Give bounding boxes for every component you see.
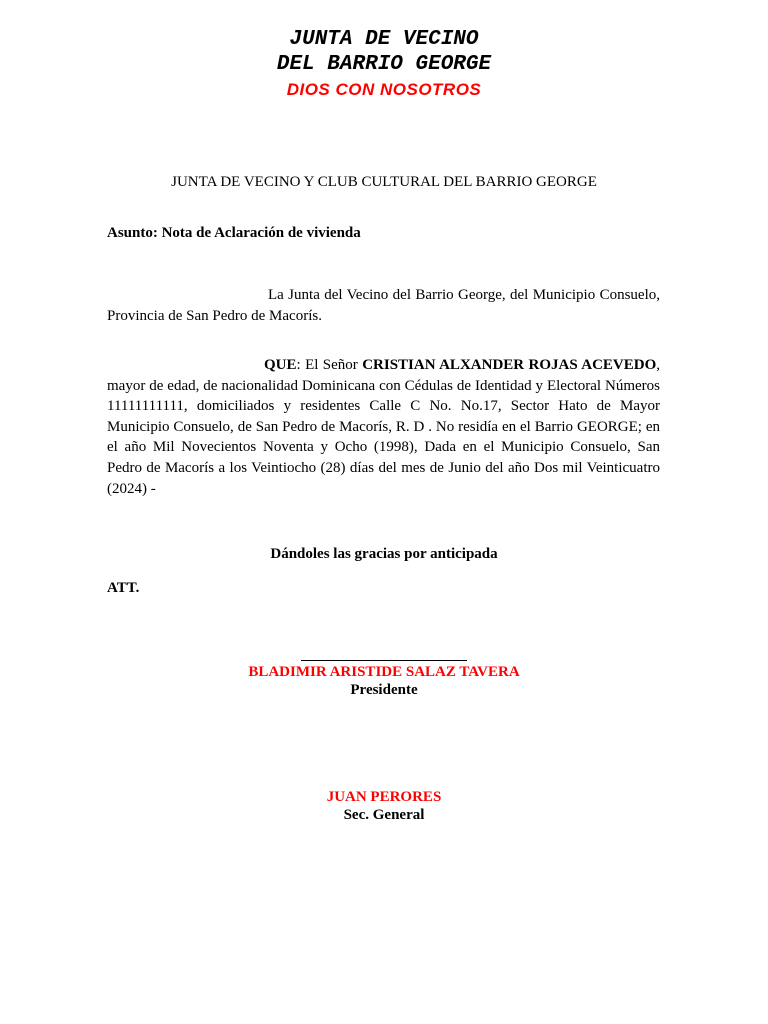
signatory-name-president: BLADIMIR ARISTIDE SALAZ TAVERA xyxy=(248,664,520,680)
body-paragraph-statement xyxy=(107,355,660,499)
organization-name: JUNTA DE VECINO Y CLUB CULTURAL DEL BARRIO GEORGE xyxy=(171,174,597,190)
statement-text-2: , mayor de edad, de nacionalidad Dominicana con Cédulas de Identidad y Electoral Números 11111111111, domiciliados y residentes Calle C No. No.17, Sector Hato de Mayor Municipio Consuelo, de San Pedro de Macorís, R. D . No residía en el Barrio GEORGE; en el año Mil Novecientos Noventa y Ocho (1998), Dada en el Municipio Consuelo, San Pedro de Macorís a los Veintiocho (28) días del mes de Junio del año Dos mil Veinticuatro (2024) - xyxy=(107,357,660,497)
thanks-line: Dándoles las gracias por anticipada xyxy=(270,546,498,562)
body-paragraph-intro: La Junta del Vecino del Barrio George, del Municipio Consuelo, Provincia de San Pedro de Macorís. xyxy=(107,287,660,324)
signatory-role-secretary: Sec. General xyxy=(343,807,425,823)
letterhead-line-1: JUNTA DE VECINO xyxy=(289,28,479,51)
person-name: CRISTIAN ALXANDER ROJAS ACEVEDO xyxy=(362,357,657,373)
signatory-role-president: Presidente xyxy=(350,682,418,698)
att-line: ATT. xyxy=(107,580,140,596)
letterhead-motto: DIOS CON NOSOTROS xyxy=(286,80,482,99)
letterhead-line-2: DEL BARRIO GEORGE xyxy=(276,53,492,76)
subject-line: Asunto: Nota de Aclaración de vivienda xyxy=(107,225,361,241)
signatory-name-secretary: JUAN PERORES xyxy=(326,789,442,805)
statement-text-1: : El Señor xyxy=(296,357,363,373)
signature-line xyxy=(301,660,467,661)
statement-lead: QUE xyxy=(264,357,297,373)
